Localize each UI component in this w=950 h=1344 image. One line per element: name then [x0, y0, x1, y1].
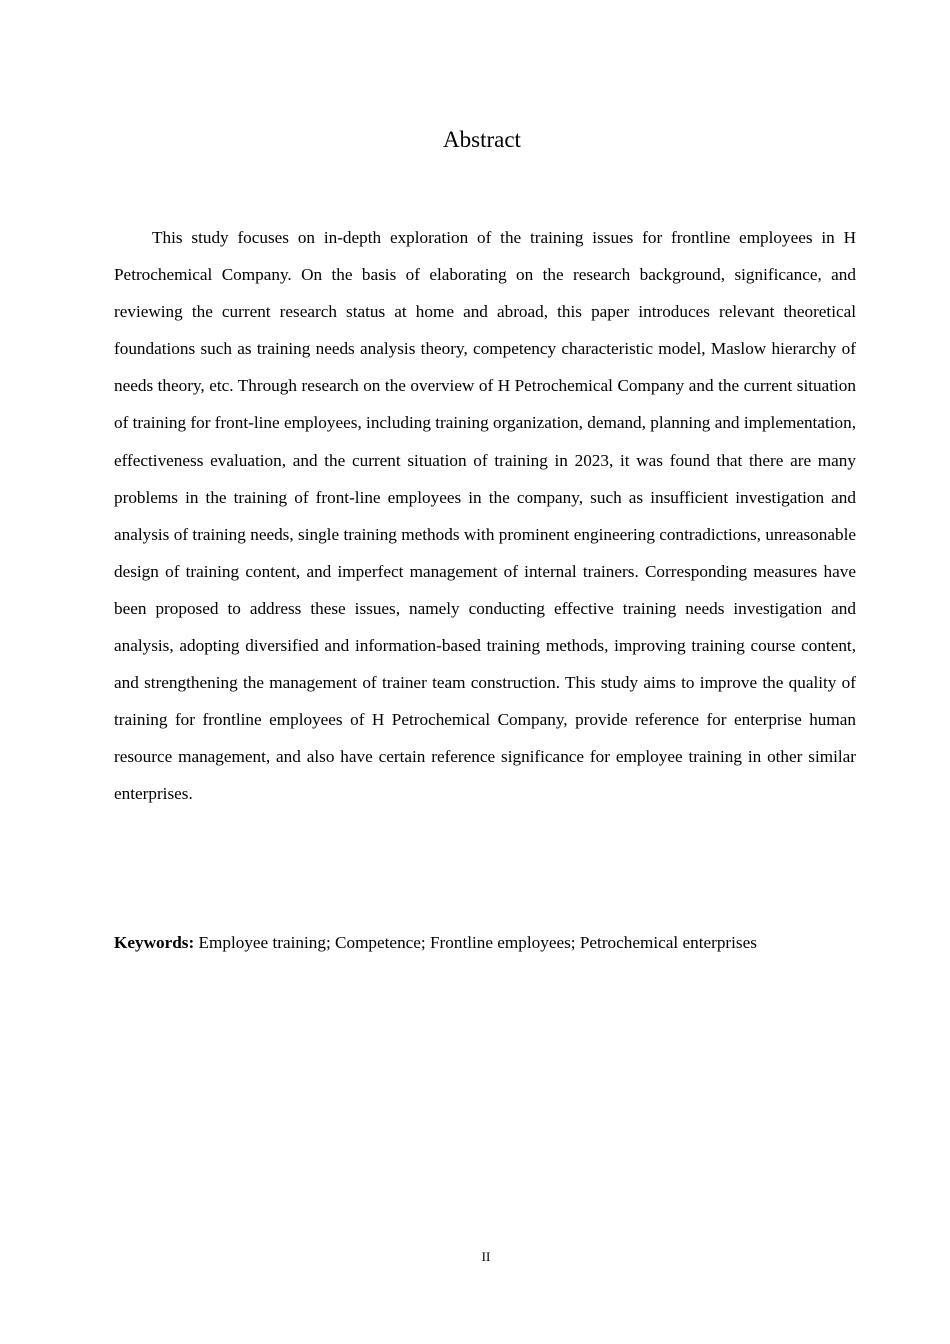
page-number: II	[481, 1249, 491, 1264]
keywords-label: Keywords:	[114, 933, 195, 952]
abstract-body: This study focuses on in-depth exploration of the training issues for frontline employees in H Petrochemical Company. On the basis of elaborating on the research background, significance, and reviewing the current research status at home and abroad, this paper introduces relevant theoretical foundations such as training needs analysis theory, competency characteristic model, Maslow hierarchy of needs theory, etc. Through research on the overview of H Petrochemical Company and the current situation of training for front-line employees, including training organization, demand, planning and implementation, effectiveness evaluation, and the current situation of training in 2023, it was found that there are many problems in the training of front-line employees in the company, such as insufficient investigation and analysis of training needs, single training methods with prominent engineering contradictions, unreasonable design of training content, and imperfect management of internal trainers. Corresponding measures have been proposed to address these issues, namely conducting effective training needs investigation and analysis, adopting diversified and information-based training methods, improving training course content, and strengthening the management of trainer team construction. This study aims to improve the quality of training for frontline employees of H Petrochemical Company, provide reference for enterprise human resource management, and also have certain reference significance for employee training in other similar enterprises.	[114, 228, 856, 804]
keywords-text: Employee training; Competence; Frontline employees; Petrochemical enterprises	[194, 933, 757, 952]
keywords-line	[114, 926, 874, 960]
abstract-title: Abstract	[443, 127, 521, 152]
